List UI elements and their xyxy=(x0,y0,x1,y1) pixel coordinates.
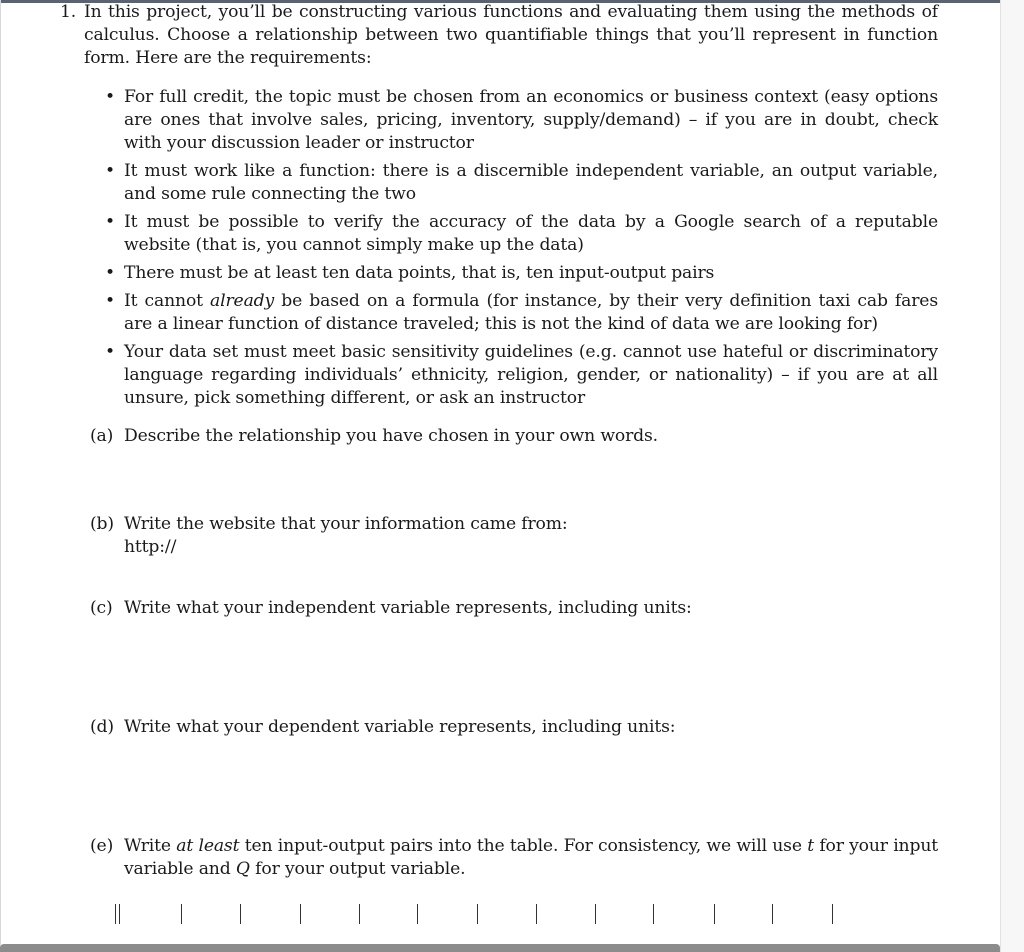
part-label: (a) xyxy=(90,426,114,446)
part-b xyxy=(60,513,938,559)
part-c xyxy=(60,597,938,620)
table-rule xyxy=(714,904,715,924)
table-rule xyxy=(653,904,654,924)
website-prefix: http:// xyxy=(124,537,177,557)
requirements-list xyxy=(60,86,938,410)
table-rule xyxy=(536,904,537,924)
bullet-icon: • xyxy=(105,263,115,283)
table-rule xyxy=(240,904,241,924)
bullet-icon: • xyxy=(105,291,115,311)
table-rule xyxy=(832,904,833,924)
part-d xyxy=(60,716,938,739)
bullet-icon: • xyxy=(105,342,115,362)
part-label: (e) xyxy=(90,836,114,856)
table-rule xyxy=(417,904,418,924)
page-left-edge xyxy=(0,0,1,952)
part-text: Describe the relationship you have chosen in your own words. xyxy=(124,426,658,446)
question-parts xyxy=(60,425,938,881)
bullet-icon: • xyxy=(105,212,115,232)
list-item: • It cannot already be based on a formula (for instance, by their very definition taxi cab fares are a linear function of distance traveled; this is not the kind of data we are looking for) xyxy=(105,291,939,334)
table-rule xyxy=(477,904,478,924)
list-item: • Your data set must meet basic sensitivity guidelines (e.g. cannot use hateful or discriminatory language regarding individuals’ ethnicity, religion, gender, or nationality) – if you are at all unsure, pick something different, or ask an instructor xyxy=(105,342,938,408)
bullet-icon: • xyxy=(105,161,115,181)
question-intro: In this project, you’ll be constructing various functions and evaluating them using the methods of calculus. Choose a relationship between two quantifiable things that you’ll represent in function form. Here are the requirements: xyxy=(84,2,938,68)
list-item: • It must be possible to verify the accuracy of the data by a Google search of a reputable website (that is, you cannot simply make up the data) xyxy=(105,212,938,255)
document-page xyxy=(60,0,938,881)
table-rule xyxy=(772,904,773,924)
table-rule xyxy=(359,904,360,924)
part-label: (b) xyxy=(90,514,114,534)
table-rule xyxy=(300,904,301,924)
part-text: Write what your independent variable represents, including units: xyxy=(124,598,692,618)
horizontal-scrollbar[interactable] xyxy=(0,944,1000,952)
part-label: (d) xyxy=(90,717,114,737)
part-label: (c) xyxy=(90,598,113,618)
part-text: Write what your dependent variable represents, including units: xyxy=(124,717,676,737)
list-item: • It must work like a function: there is a discernible independent variable, an output variable, and some rule connecting the two xyxy=(105,161,938,204)
bullet-icon: • xyxy=(105,87,115,107)
table-rule xyxy=(119,904,120,924)
vertical-scrollbar-track[interactable] xyxy=(1000,0,1024,952)
list-item: • There must be at least ten data points, that is, ten input-output pairs xyxy=(105,263,715,283)
table-rule xyxy=(595,904,596,924)
table-rule xyxy=(181,904,182,924)
question-1 xyxy=(60,1,938,70)
part-text: Write the website that your information came from: xyxy=(124,514,568,534)
question-number: 1. xyxy=(60,2,77,22)
list-item: • For full credit, the topic must be chosen from an economics or business context (easy options are ones that involve sales, pricing, inventory, supply/demand) – if you are in doubt, check with your discussion leader or instructor xyxy=(105,87,938,153)
part-e: (e) Write at least ten input-output pairs into the table. For consistency, we will use t for your input variable and Q for your output variable. xyxy=(90,836,938,879)
table-top-border-fragment xyxy=(115,904,845,924)
table-rule xyxy=(115,904,116,924)
part-a xyxy=(60,425,938,448)
